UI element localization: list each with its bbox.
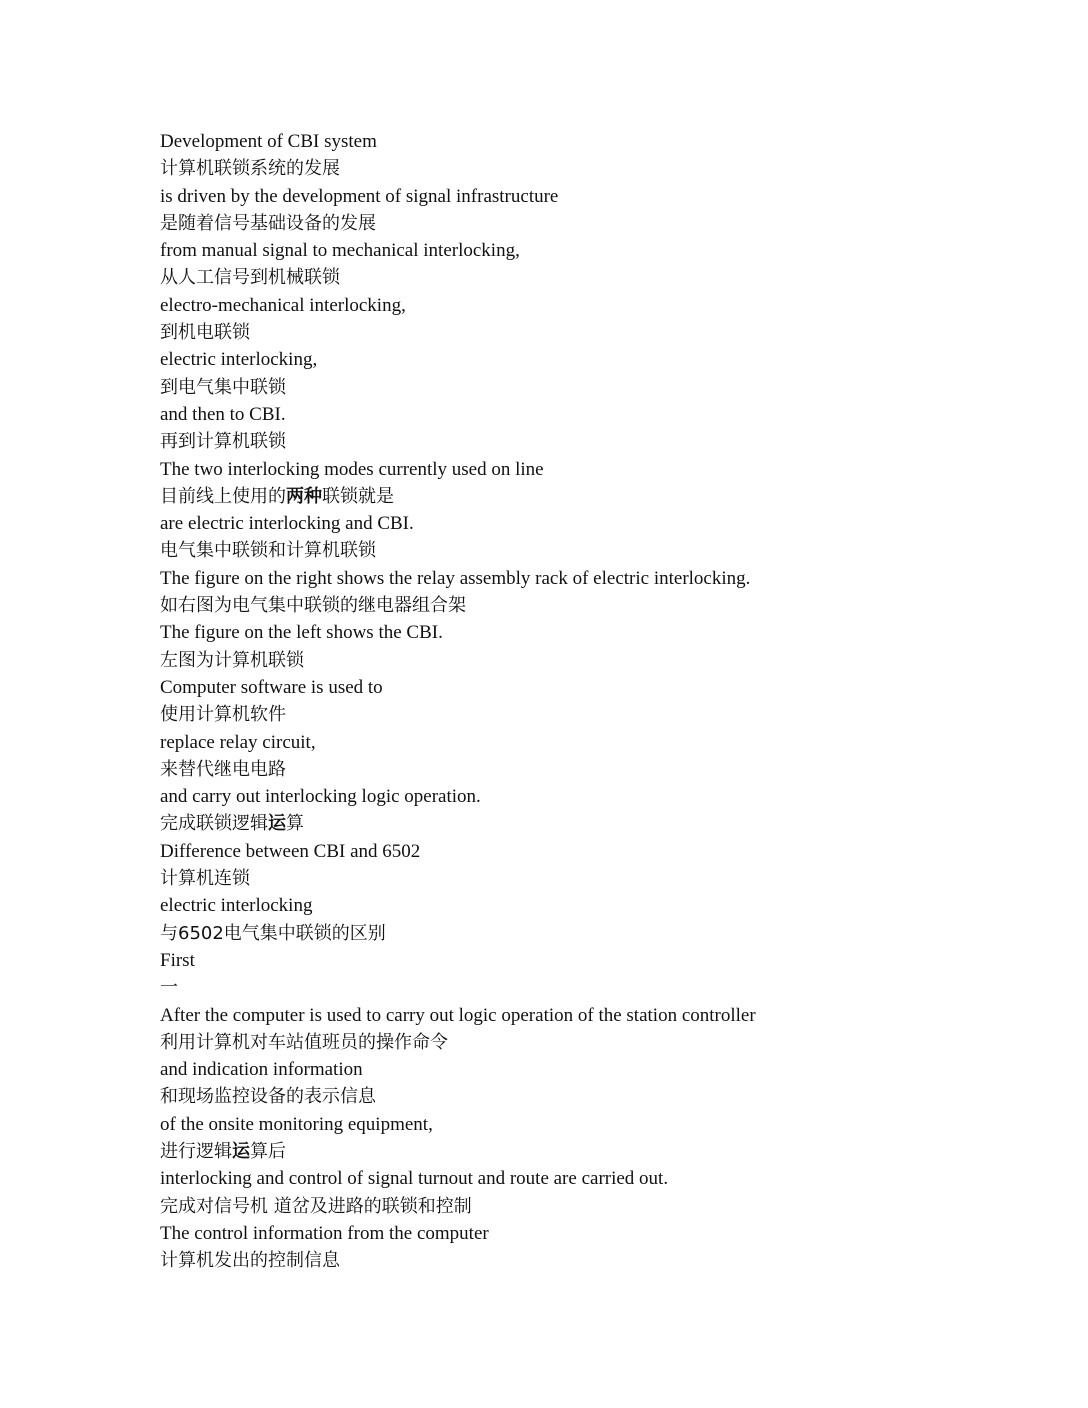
english-text-line: are electric interlocking and CBI.: [160, 513, 414, 535]
chinese-text-line: 与6502电气集中联锁的区别: [160, 922, 386, 944]
english-text-line: electric interlocking,: [160, 349, 318, 371]
english-text-line: from manual signal to mechanical interlocking,: [160, 240, 520, 262]
bold-text-segment: 运: [232, 1140, 250, 1162]
bold-text-segment: 运: [268, 813, 286, 835]
english-text-line: electro-mechanical interlocking,: [160, 294, 406, 316]
chinese-text-line: 计算机发出的控制信息: [160, 1250, 340, 1272]
text-segment: 进行逻辑: [160, 1140, 232, 1162]
english-text-line: electric interlocking: [160, 895, 313, 917]
english-text-line: interlocking and control of signal turnout and route are carried out.: [160, 1168, 669, 1190]
english-text-line: and then to CBI.: [160, 403, 286, 425]
chinese-text-line: 完成对信号机 道岔及进路的联锁和控制: [160, 1195, 472, 1217]
english-text-line: Development of CBI system: [160, 131, 377, 152]
chinese-text-line: [160, 483, 1060, 510]
chinese-text-line: 如右图为电气集中联锁的继电器组合架: [160, 595, 466, 617]
english-text-line: and carry out interlocking logic operation.: [160, 786, 481, 808]
english-text-line: of the onsite monitoring equipment,: [160, 1113, 433, 1135]
chinese-text-line: 一: [160, 977, 178, 999]
chinese-text-line: [160, 810, 1060, 837]
english-text-line: First: [160, 949, 195, 971]
english-text-line: The control information from the computer: [160, 1222, 489, 1244]
english-text-line: The two interlocking modes currently used on line: [160, 458, 544, 480]
chinese-text-line: 再到计算机联锁: [160, 431, 286, 453]
text-segment: 联锁就是: [322, 485, 394, 507]
english-text-line: Difference between CBI and 6502: [160, 840, 421, 862]
english-text-line: After the computer is used to carry out logic operation of the station controller: [160, 1004, 756, 1026]
text-segment: 算: [286, 813, 304, 835]
chinese-text-line: [160, 1138, 1060, 1165]
chinese-text-line: 使用计算机软件: [160, 704, 286, 726]
text-segment: 目前线上使用的: [160, 485, 286, 507]
english-text-line: and indication information: [160, 1059, 363, 1081]
english-text-line: The figure on the right shows the relay assembly rack of electric interlocking.: [160, 567, 751, 589]
chinese-text-line: 左图为计算机联锁: [160, 649, 304, 671]
chinese-text-line: 来替代继电电路: [160, 758, 286, 780]
english-text-line: replace relay circuit,: [160, 731, 316, 753]
chinese-text-line: 是随着信号基础设备的发展: [160, 212, 376, 234]
chinese-text-line: 从人工信号到机械联锁: [160, 267, 340, 289]
text-segment: 完成联锁逻辑: [160, 813, 268, 835]
document-page: [160, 128, 1060, 1274]
chinese-text-line: 到电气集中联锁: [160, 376, 286, 398]
chinese-text-line: 计算机连锁: [160, 868, 250, 890]
chinese-text-line: 电气集中联锁和计算机联锁: [160, 540, 376, 562]
chinese-text-line: 计算机联锁系统的发展: [160, 158, 340, 180]
chinese-text-line: 和现场监控设备的表示信息: [160, 1086, 376, 1108]
english-text-line: is driven by the development of signal infrastructure: [160, 185, 559, 207]
chinese-text-line: 到机电联锁: [160, 322, 250, 344]
text-segment: 算后: [250, 1140, 286, 1162]
bold-text-segment: 两种: [286, 485, 322, 507]
english-text-line: Computer software is used to: [160, 676, 383, 698]
english-text-line: The figure on the left shows the CBI.: [160, 622, 443, 644]
chinese-text-line: 利用计算机对车站值班员的操作命令: [160, 1031, 448, 1053]
